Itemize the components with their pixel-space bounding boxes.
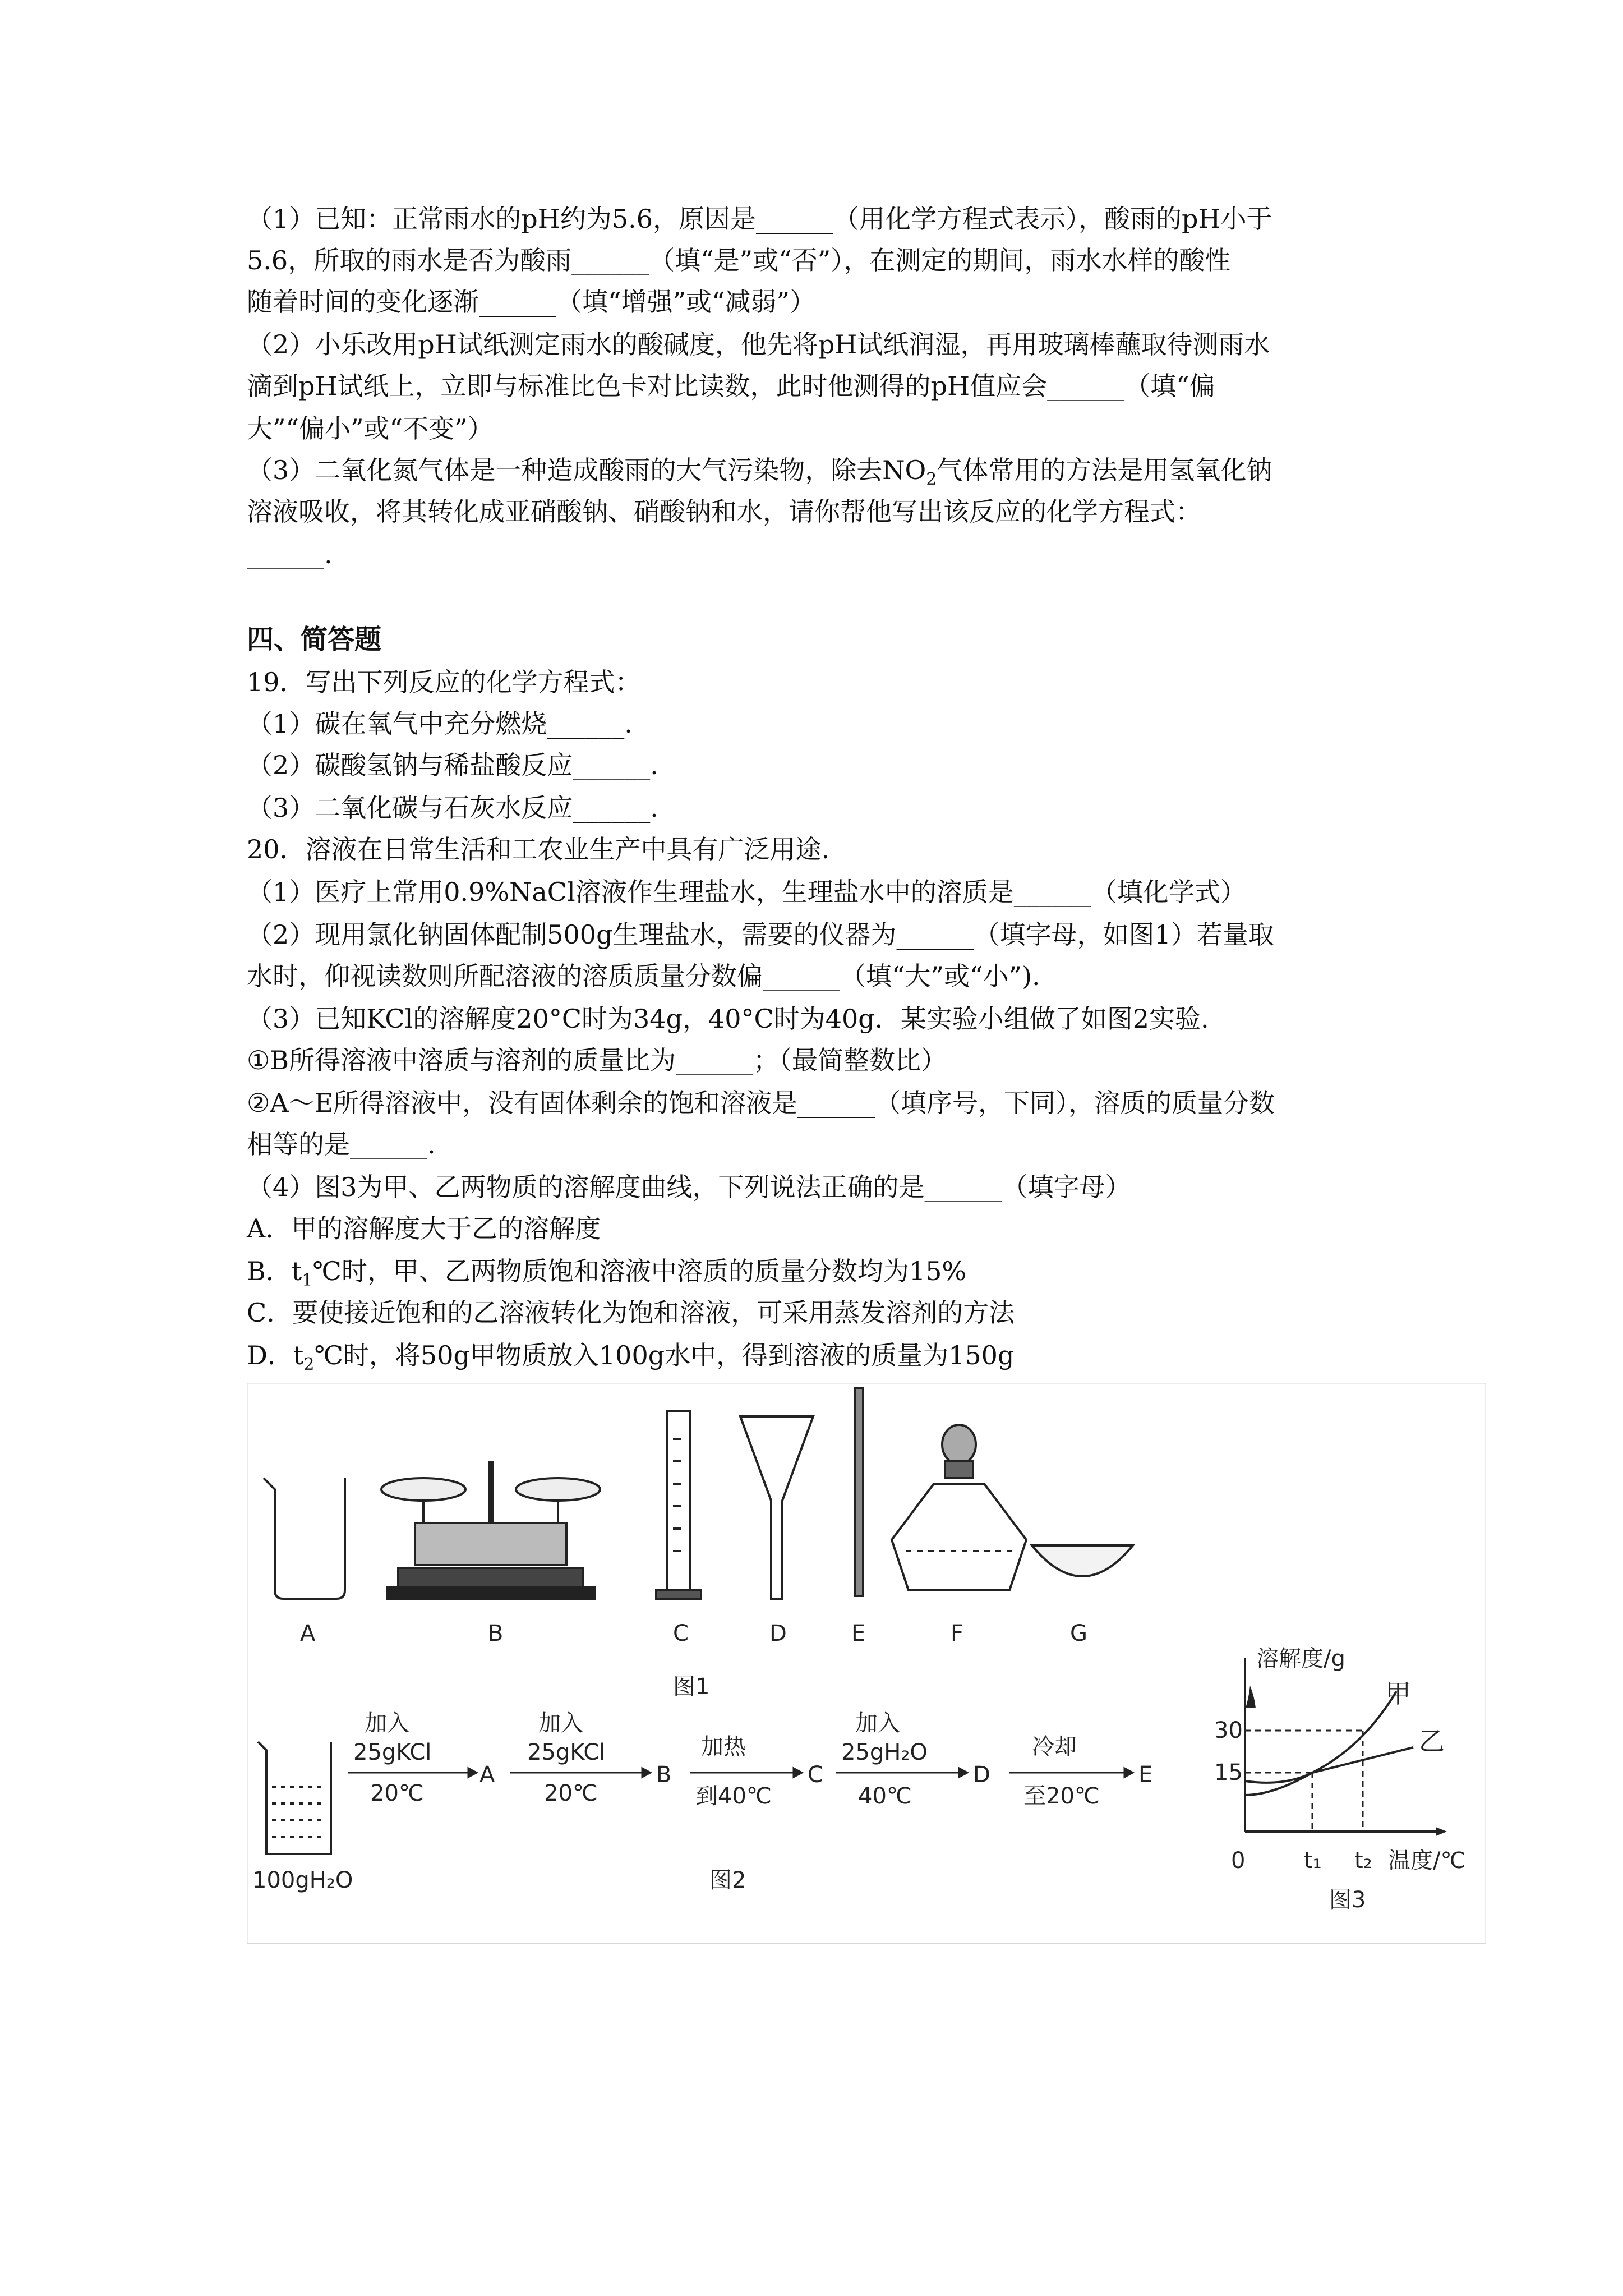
q20-item3: （3）已知KCl的溶解度20°C时为34g，40°C时为40g．某实验小组做了如图2实验.: [247, 1004, 1209, 1034]
fig2-result-c: C: [808, 1762, 823, 1788]
fig3-curve-label-yi: 乙: [1419, 1726, 1445, 1756]
glass-rod-icon: [855, 1388, 863, 1596]
q18-part3-line2: 溶液吸收，将其转化成亚硝酸钠、硝酸钠和水，请你帮他写出该反应的化学方程式：: [247, 496, 1201, 527]
option-b: [247, 1254, 1380, 1297]
fig2-step1-top2: 25gKCl: [353, 1740, 432, 1765]
figure-svg: [247, 1383, 1486, 1944]
balance-icon: [381, 1461, 600, 1599]
fig2-step3-top1: 加热: [701, 1734, 746, 1760]
q18-part1-line3: 随着时间的变化逐渐______（填“增强”或“减弱”）: [247, 287, 816, 317]
fig3-xtick-t2: t₂: [1354, 1848, 1372, 1874]
q18-part2-line1: （2）小乐改用pH试纸测定雨水的酸碱度，他先将pH试纸润湿，再用玻璃棒蘸取待测雨水: [247, 329, 1270, 360]
fig2-step1-top1: 加入: [365, 1710, 409, 1736]
fig3-caption: 图3: [1329, 1887, 1366, 1913]
fig2-result-a: A: [479, 1762, 495, 1788]
q18-part3-text-b: 气体常用的方法是用氢氧化钠: [937, 455, 1272, 485]
q18-part2-line2: 滴到pH试纸上，立即与标准比色卡对比读数，此时他测得的pH值应会______（填“偏: [247, 371, 1215, 401]
option-d-prefix: D．t: [247, 1340, 304, 1370]
fig3-xtick-0: 0: [1231, 1848, 1246, 1874]
option-b-prefix: B．t: [247, 1256, 302, 1286]
q18-part3-line1: [247, 453, 1380, 496]
q18-part3-line3: ______.: [247, 539, 333, 569]
q20-stem: 20．溶液在日常生活和工农业生产中具有广泛用途.: [247, 834, 830, 864]
option-d-subscript: 2: [303, 1355, 315, 1375]
fig2-step2-bottom: 20℃: [544, 1780, 598, 1806]
fig1-label-f: F: [951, 1621, 964, 1646]
fig2-step5-top1: 冷却: [1032, 1734, 1077, 1760]
q19-item1: （1）碳在氧气中充分燃烧______.: [247, 708, 633, 739]
fig1-label-c: C: [673, 1621, 689, 1646]
fig2-step3-bottom: 到40℃: [695, 1783, 772, 1809]
q20-item2-line1: （2）现用氯化钠固体配制500g生理盐水，需要的仪器为______（填字母，如图1）若量取: [247, 919, 1274, 950]
q18-part2-line3: 大”“偏小”或“不变”）: [247, 413, 494, 444]
fig1-label-e: E: [851, 1621, 866, 1646]
q20-item3-sub2-line1: ②A～E所得溶液中，没有固体剩余的饱和溶液是______（填序号，下同），溶质的质量分数: [247, 1088, 1275, 1118]
fig2-step5-bottom: 至20℃: [1023, 1783, 1100, 1809]
fig2-step4-bottom: 40℃: [858, 1783, 912, 1809]
q20-item1: （1）医疗上常用0.9%NaCl溶液作生理盐水，生理盐水中的溶质是______（填化学式）: [247, 877, 1246, 907]
fig2-step4-top1: 加入: [855, 1710, 900, 1736]
fig1-label-a: A: [300, 1621, 316, 1646]
section-heading: 四、简答题: [247, 624, 382, 655]
fig2-step4-top2: 25gH₂O: [841, 1740, 928, 1765]
figure-block: [247, 1383, 1486, 1944]
q20-item4: （4）图3为甲、乙两物质的溶解度曲线，下列说法正确的是______（填字母）: [247, 1172, 1131, 1202]
fig3-xtick-t1: t₁: [1304, 1848, 1322, 1874]
fig1-label-g: G: [1070, 1621, 1087, 1646]
q20-item3-sub2-line2: 相等的是______.: [247, 1129, 436, 1159]
fig2-result-d: D: [973, 1762, 990, 1788]
q18-part3-text-a: （3）二氧化氮气体是一种造成酸雨的大气污染物，除去NO: [247, 455, 926, 485]
q19-item2: （2）碳酸氢钠与稀盐酸反应______.: [247, 750, 658, 780]
q18-part1-line1: （1）已知：正常雨水的pH约为5.6，原因是______（用化学方程式表示），酸雨的pH小于: [247, 204, 1272, 234]
q19-stem: 19．写出下列反应的化学方程式：: [247, 667, 641, 697]
fig2-start-label: 100gH₂O: [252, 1867, 353, 1893]
fig3-ytick-15: 15: [1214, 1760, 1243, 1786]
fig3-xlabel: 温度/℃: [1388, 1848, 1466, 1874]
fig2-step2-top1: 加入: [538, 1710, 583, 1736]
option-c: C．要使接近饱和的乙溶液转化为饱和溶液，可采用蒸发溶剂的方法: [247, 1297, 1015, 1328]
q20-item2-line2: 水时，仰视读数则所配溶液的溶质质量分数偏______（填“大”或“小”).: [247, 961, 1040, 991]
option-b-subscript: 1: [302, 1271, 313, 1291]
option-d-text: ℃时，将50g甲物质放入100g水中，得到溶液的质量为150g: [314, 1340, 1015, 1370]
fig1-label-d: D: [769, 1621, 787, 1646]
fig2-result-e: E: [1138, 1762, 1153, 1788]
no2-subscript: 2: [926, 470, 937, 490]
option-a: A．甲的溶解度大于乙的溶解度: [247, 1213, 601, 1244]
option-d: [247, 1338, 1380, 1382]
fig2-step1-bottom: 20℃: [370, 1780, 424, 1806]
q19-item3: （3）二氧化碳与石灰水反应______.: [247, 793, 658, 823]
fig3-ylabel: 溶解度/g: [1256, 1646, 1345, 1672]
q18-part1-line2: 5.6，所取的雨水是否为酸雨______（填“是”或“否”），在测定的期间，雨水水样的酸性: [247, 245, 1231, 275]
fig3-ytick-30: 30: [1214, 1718, 1243, 1743]
option-b-text: ℃时，甲、乙两物质饱和溶液中溶质的质量分数均为15%: [312, 1256, 967, 1286]
fig2-caption: 图2: [709, 1867, 746, 1893]
fig3-curve-label-jia: 甲: [1385, 1678, 1411, 1709]
fig2-result-b: B: [656, 1762, 672, 1788]
q20-item3-sub1: ①B所得溶液中溶质与溶剂的质量比为______；（最简整数比）: [247, 1045, 947, 1075]
fig1-label-b: B: [488, 1621, 504, 1646]
fig2-step2-top2: 25gKCl: [527, 1740, 606, 1765]
fig1-caption: 图1: [673, 1674, 710, 1700]
